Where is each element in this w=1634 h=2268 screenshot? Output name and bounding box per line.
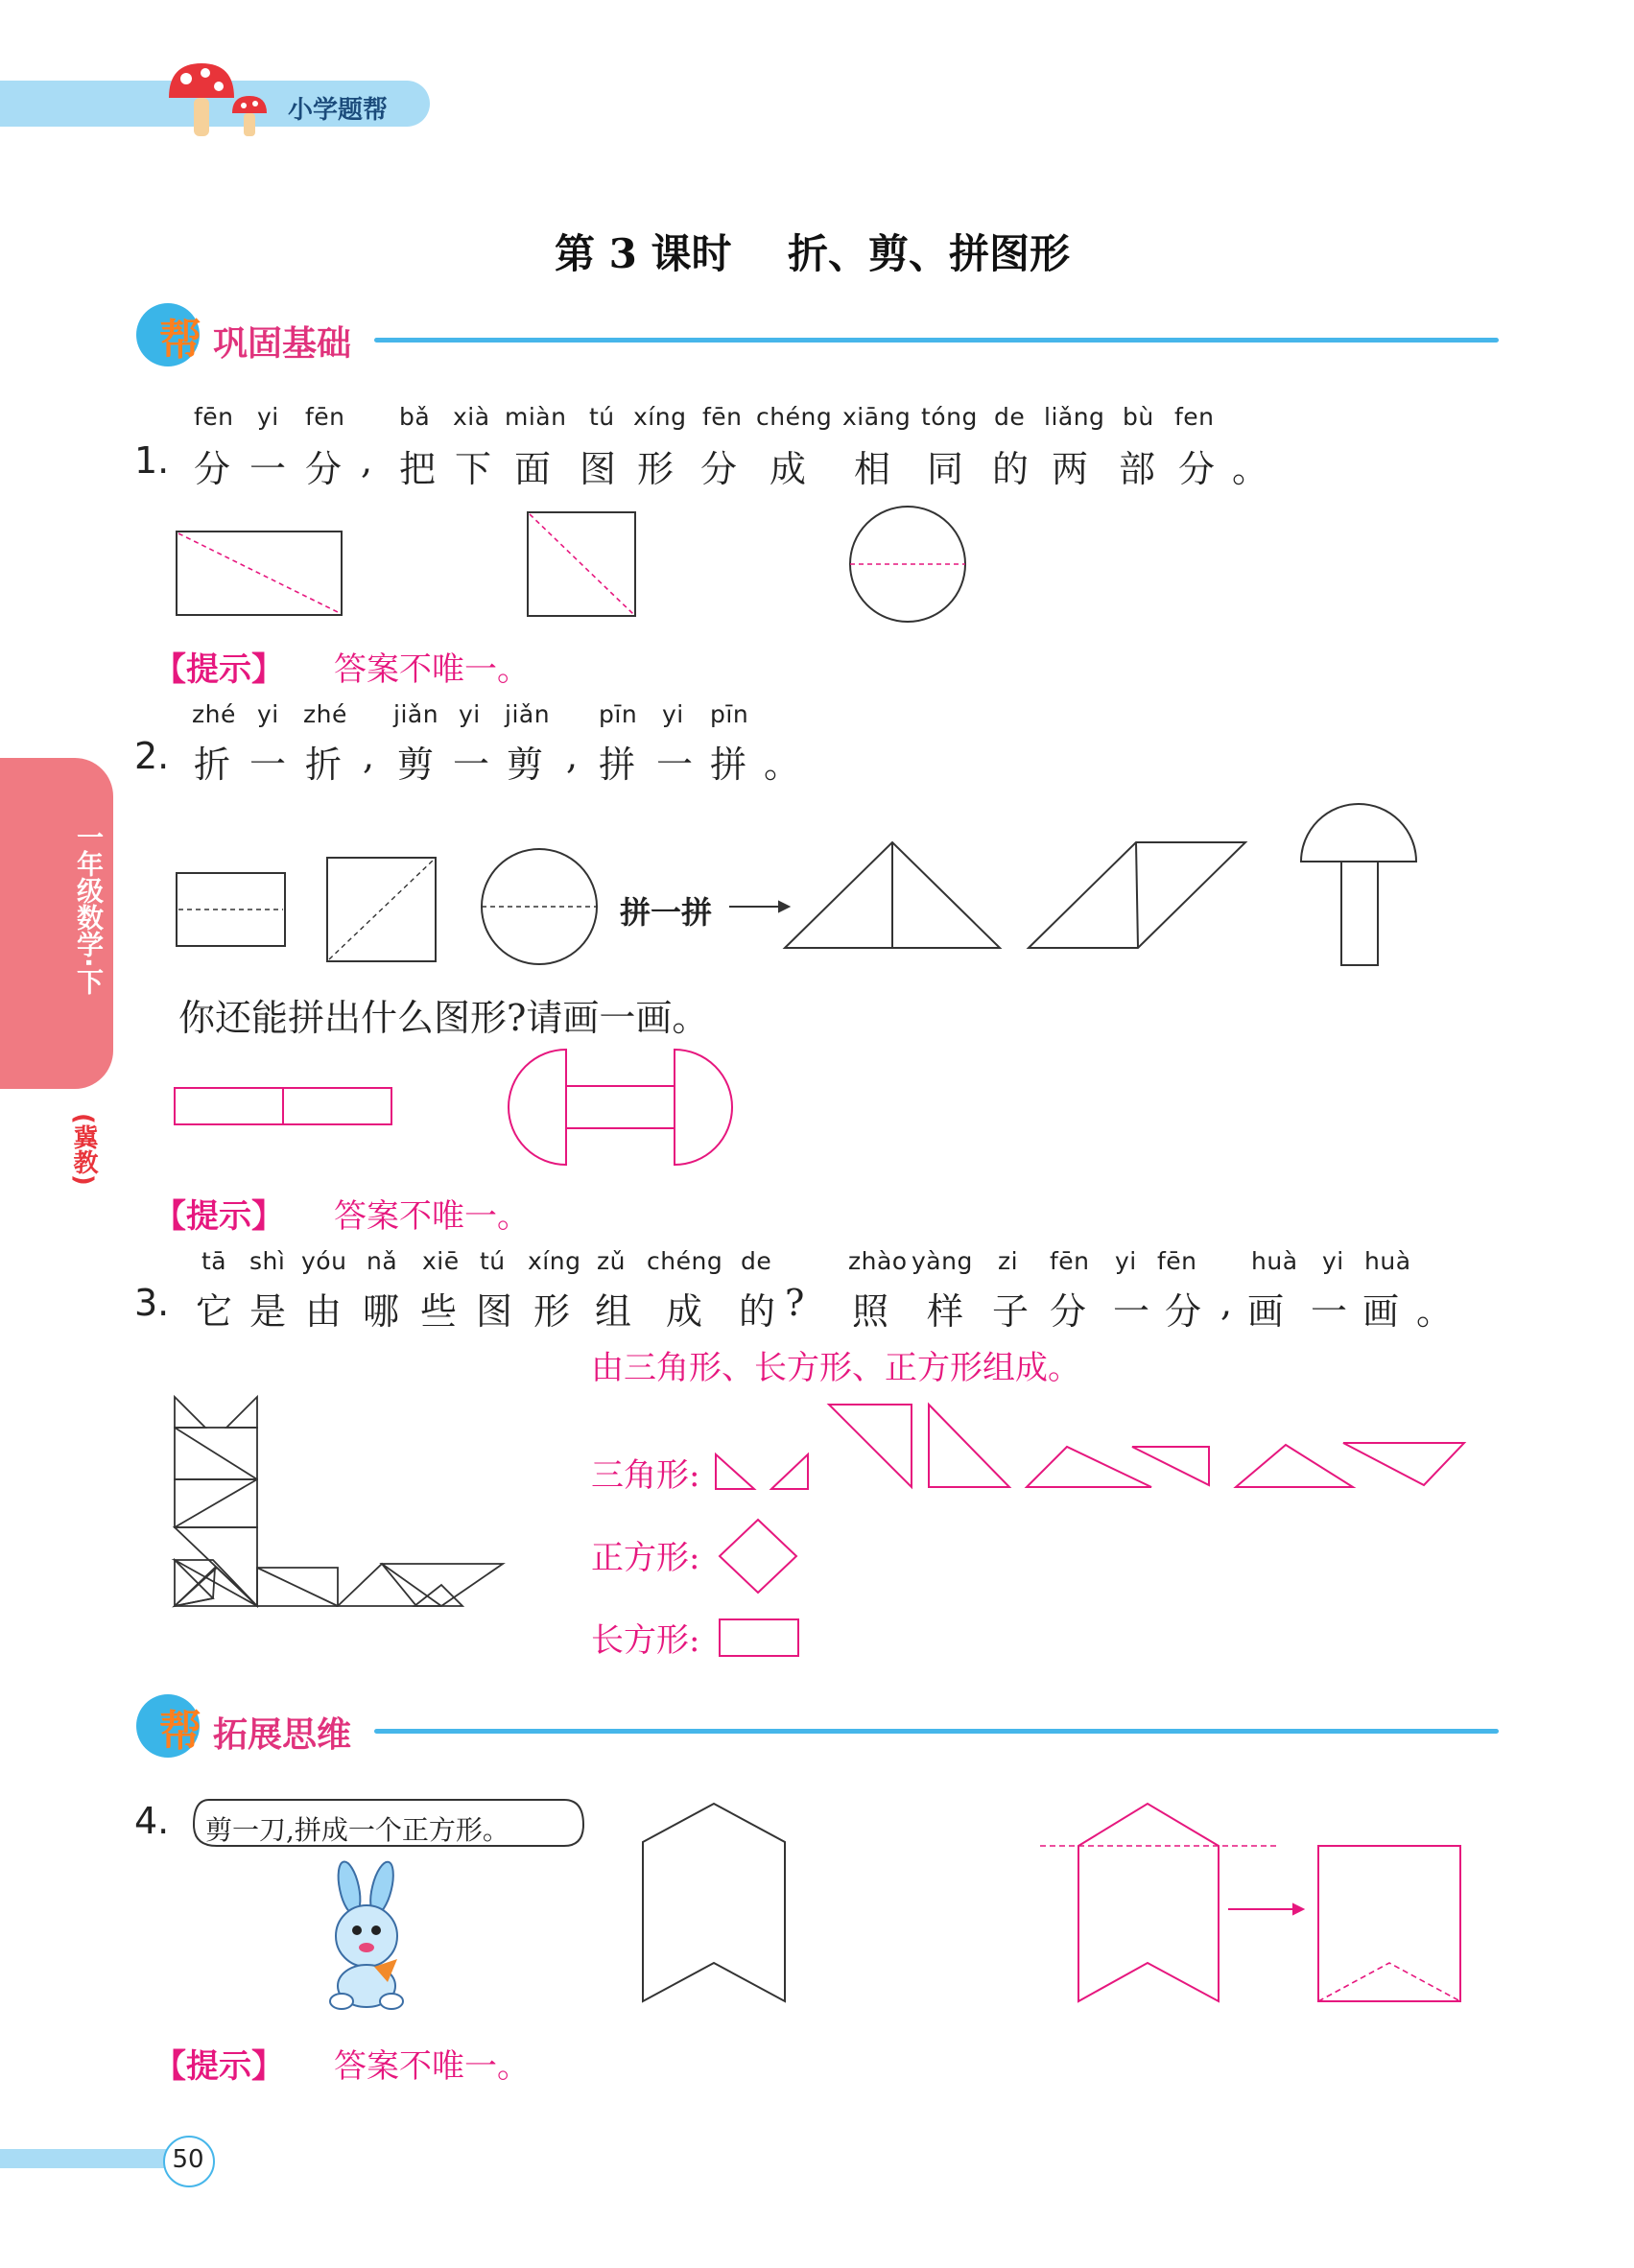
section-title-basic: 巩固基础 [213, 324, 352, 364]
q1-hint: 答案不唯一。 [334, 650, 530, 689]
side-tab-edition: (冀教) [69, 1113, 98, 1186]
q4-hint: 答案不唯一。 [334, 2047, 530, 2086]
q4-result-square [1318, 1846, 1460, 2001]
section-title-extend: 拓展思维 [213, 1715, 352, 1755]
q4-hint-tag: 【提示】 [154, 2047, 284, 2086]
q4-bubble-text: 剪一刀,拼成一个正方形。 [205, 1814, 509, 1846]
q2-hint: 答案不唯一。 [334, 1197, 530, 1236]
q4-pentagon-shape [643, 1804, 785, 2001]
lesson-title: 第 3 课时 折、剪、拼图形 [555, 230, 1070, 277]
q1-hint-tag: 【提示】 [154, 650, 284, 689]
q4-answer-shape [1078, 1804, 1219, 2001]
q3-rect-label: 长方形: [591, 1621, 700, 1660]
q4-number: 4. [134, 1800, 170, 1842]
arrow-right-icon [1293, 1904, 1303, 1914]
q3-square-label: 正方形: [591, 1539, 700, 1577]
q3-answer: 由三角形、长方形、正方形组成。 [591, 1349, 1080, 1387]
brand-name: 小学题帮 [288, 96, 389, 125]
q2-hint-tag: 【提示】 [154, 1197, 284, 1236]
q2-arrow-label: 拼一拼 [620, 894, 713, 931]
q3-triangle-label: 三角形: [591, 1456, 700, 1495]
q1-number: 1. [134, 439, 170, 482]
q2-number: 2. [134, 735, 170, 777]
q2-follow-question: 你还能拼出什么图形?请画一画。 [178, 997, 709, 1039]
section-badge-char: 帮 [159, 1707, 201, 1756]
page-number: 50 [172, 2145, 204, 2174]
section-badge-char: 帮 [159, 316, 201, 365]
side-tab-text: 一年级数学·下 [73, 823, 105, 995]
q3-number: 3. [134, 1282, 170, 1324]
